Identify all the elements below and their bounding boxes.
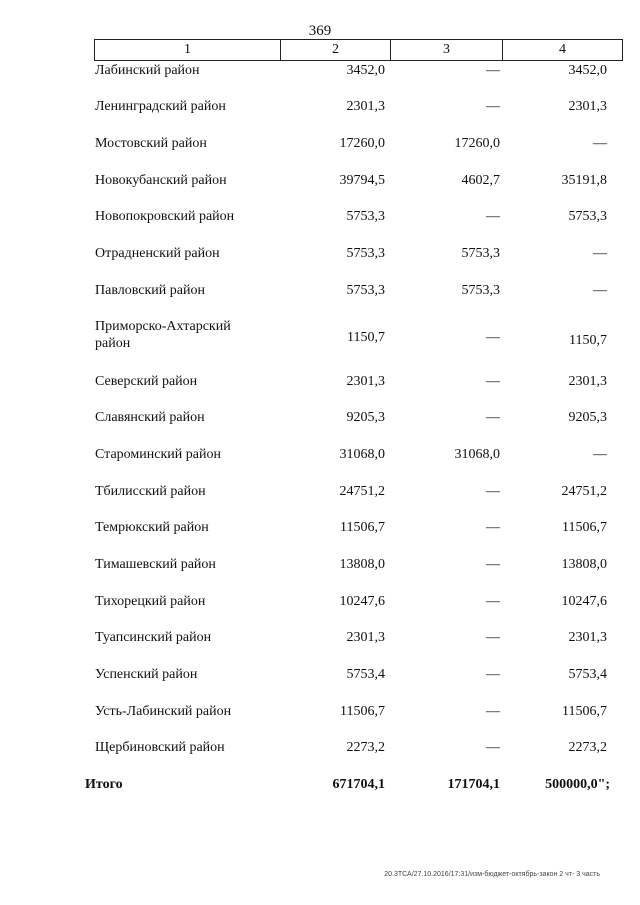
value-col-4: 1150,7 bbox=[569, 333, 607, 348]
value-col-2: 11506,7 bbox=[340, 704, 385, 719]
value-col-3: 4602,7 bbox=[461, 173, 500, 188]
value-col-2: 2301,3 bbox=[346, 630, 385, 645]
value-col-2: 31068,0 bbox=[339, 447, 385, 462]
district-name: Тихорецкий район bbox=[95, 594, 206, 609]
value-col-2: 5753,3 bbox=[346, 246, 385, 261]
value-col-3: — bbox=[486, 557, 500, 572]
value-col-3: — bbox=[486, 209, 500, 224]
district-name: Мостовский район bbox=[95, 136, 207, 151]
value-col-4: 2273,2 bbox=[568, 740, 607, 755]
value-col-3: — bbox=[486, 520, 500, 535]
header-col-1: 1 bbox=[95, 40, 281, 61]
value-col-2: 5753,3 bbox=[346, 209, 385, 224]
table-header bbox=[94, 39, 623, 61]
header-col-3: 3 bbox=[391, 40, 503, 61]
district-name: Щербиновский район bbox=[95, 740, 225, 755]
value-col-3: 31068,0 bbox=[454, 447, 500, 462]
value-col-4: 3452,0 bbox=[568, 63, 607, 78]
value-col-3: — bbox=[486, 484, 500, 499]
value-col-3: — bbox=[486, 594, 500, 609]
value-col-2: 17260,0 bbox=[339, 136, 385, 151]
value-col-3: 17260,0 bbox=[454, 136, 500, 151]
value-col-2: 13808,0 bbox=[339, 557, 385, 572]
value-col-2: 3452,0 bbox=[346, 63, 385, 78]
page-number: 369 bbox=[308, 23, 332, 39]
district-name: Павловский район bbox=[95, 283, 205, 298]
value-col-3: — bbox=[486, 410, 500, 425]
district-name: Ленинградский район bbox=[95, 99, 226, 114]
value-col-4: 5753,3 bbox=[568, 209, 607, 224]
value-col-4: 5753,4 bbox=[568, 667, 607, 682]
header-row bbox=[95, 40, 623, 61]
value-col-3: — bbox=[486, 63, 500, 78]
value-col-3: — bbox=[486, 630, 500, 645]
value-col-4: 2301,3 bbox=[568, 374, 607, 389]
value-col-2: 2301,3 bbox=[346, 374, 385, 389]
value-col-3: — bbox=[486, 374, 500, 389]
district-name: Староминский район bbox=[95, 447, 221, 462]
district-name: Новопокровский район bbox=[95, 209, 235, 224]
value-col-3: — bbox=[486, 99, 500, 114]
district-name: Славянский район bbox=[95, 410, 205, 425]
district-name: Тбилисский район bbox=[95, 484, 206, 499]
value-col-4: 13808,0 bbox=[561, 557, 607, 572]
header-col-2: 2 bbox=[281, 40, 391, 61]
district-name: Туапсинский район bbox=[95, 630, 212, 645]
value-col-2: 5753,3 bbox=[346, 283, 385, 298]
value-col-2: 11506,7 bbox=[340, 520, 385, 535]
district-name: Темрюкский район bbox=[95, 520, 209, 535]
value-col-3: — bbox=[486, 704, 500, 719]
district-name: Лабинский район bbox=[95, 63, 200, 78]
footer-note: 20.3ТСА/27.10.2016/17:31/изм-бюджет-октябрь-закон 2 чт- 3 часть bbox=[384, 871, 600, 878]
value-col-4: 2301,3 bbox=[568, 99, 607, 114]
value-col-2: 1150,7 bbox=[347, 330, 385, 345]
value-col-2: 24751,2 bbox=[339, 484, 385, 499]
value-col-4: — bbox=[593, 136, 607, 151]
district-name: Успенский район bbox=[95, 667, 198, 682]
value-col-2: 5753,4 bbox=[346, 667, 385, 682]
value-col-3: 5753,3 bbox=[461, 283, 500, 298]
district-name: Усть-Лабинский район bbox=[95, 704, 232, 719]
district-name: Тимашевский район bbox=[95, 557, 216, 572]
total-col-4: 500000,0"; bbox=[545, 777, 610, 792]
total-col-2: 671704,1 bbox=[332, 777, 385, 792]
value-col-2: 10247,6 bbox=[339, 594, 385, 609]
value-col-4: 11506,7 bbox=[562, 704, 607, 719]
value-col-3: — bbox=[486, 667, 500, 682]
value-col-2: 2273,2 bbox=[346, 740, 385, 755]
value-col-4: — bbox=[593, 246, 607, 261]
district-name: Северский район bbox=[95, 374, 198, 389]
value-col-4: 35191,8 bbox=[561, 173, 607, 188]
value-col-4: 9205,3 bbox=[568, 410, 607, 425]
value-col-2: 39794,5 bbox=[339, 173, 385, 188]
district-name: Новокубанский район bbox=[95, 173, 227, 188]
value-col-4: 11506,7 bbox=[562, 520, 607, 535]
district-name: Отрадненский район bbox=[95, 246, 220, 261]
value-col-3: — bbox=[486, 330, 500, 345]
total-label: Итого bbox=[85, 777, 123, 792]
value-col-4: 10247,6 bbox=[561, 594, 607, 609]
value-col-3: 5753,3 bbox=[461, 246, 500, 261]
district-name: Приморско-Ахтарский район bbox=[95, 319, 231, 351]
value-col-4: 24751,2 bbox=[561, 484, 607, 499]
total-col-3: 171704,1 bbox=[447, 777, 500, 792]
value-col-4: — bbox=[593, 283, 607, 298]
value-col-4: 2301,3 bbox=[568, 630, 607, 645]
value-col-2: 2301,3 bbox=[346, 99, 385, 114]
header-col-4: 4 bbox=[503, 40, 623, 61]
value-col-2: 9205,3 bbox=[346, 410, 385, 425]
value-col-3: — bbox=[486, 740, 500, 755]
value-col-4: — bbox=[593, 447, 607, 462]
